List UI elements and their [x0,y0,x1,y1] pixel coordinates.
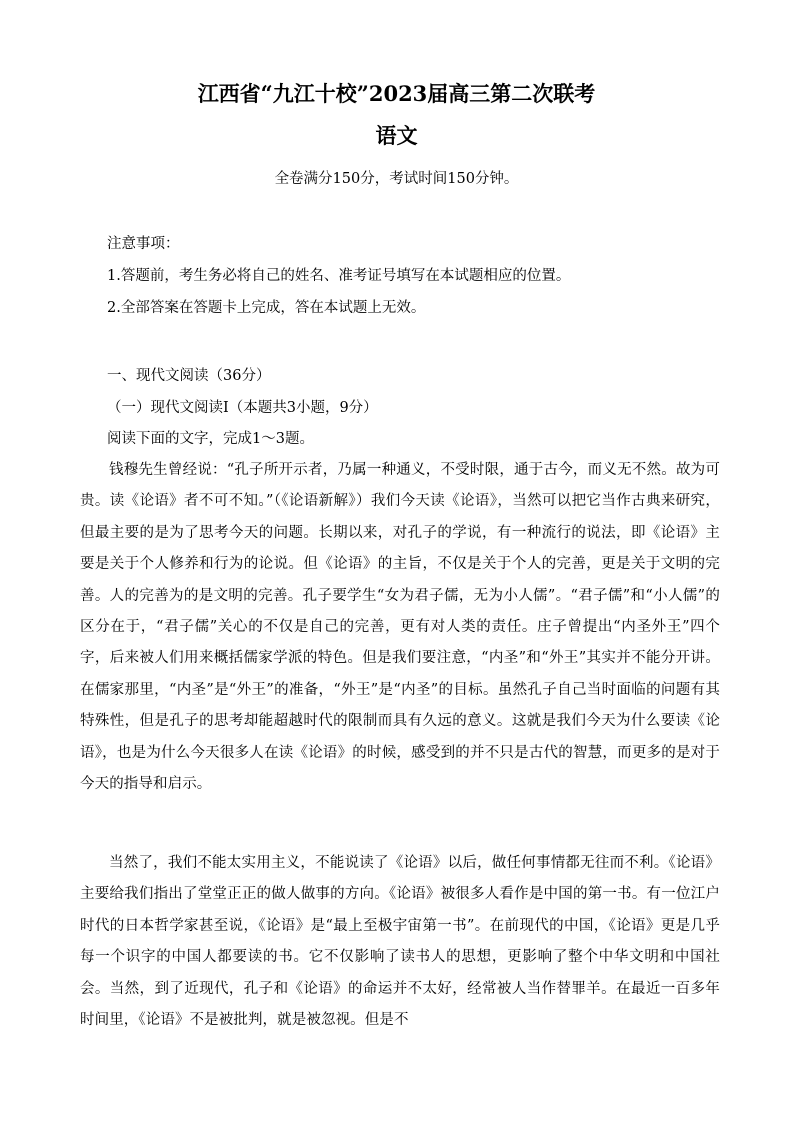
section-instruction: 阅读下面的文字，完成1～3题。 [107,431,314,447]
notice-item-1: 1.答题前，考生务必将自己的姓名、准考证号填写在本试题相应的位置。 [107,268,571,284]
exam-title: 江西省“九江十校”2023届高三第二次联考 [197,81,596,106]
notice-heading: 注意事项： [107,236,180,252]
passage-paragraph-1: 钱穆先生曾经说：“孔子所开示者，乃属一种通义，不受时限，通于古今，而义无不然。故为可贵。读《论语》者不可不知。”（《论语新解》）我们今天读《论语》，当然可以把它当作古典来研究，但最主要的是为了思考今天的问题。长期以来，对孔子的学说，有一种流行的说法，即《论语》主要是关于个人修养和行为的论说。但《论语》的主旨，不仅是关于个人的完善，更是关于文明的完善。人的完善为的是文明的完善。孔子要学生“女为君子儒，无为小人儒”。“君子儒”和“小人儒”的区分在于，“君子儒”关心的不仅是自己的完善，更有对人类的责任。庄子曾提出“内圣外王”四个字，后来被人们用来概括儒家学派的特色。但是我们要注意，“内圣”和“外王”其实并不能分开讲。在儒家那里，“内圣”是“外王”的准备，“外王”是“内圣”的目标。虽然孔子自己当时面临的问题有其特殊性，但是孔子的思考却能超越时代的限制而具有久远的意义。这就是我们今天为什么要读《论语》，也是为什么今天很多人在读《论语》的时候，感受到的并不只是古代的智慧，而更多的是对于今天的指导和启示。 [80,462,720,793]
exam-info: 全卷满分150分，考试时间150分钟。 [274,171,519,187]
passage-paragraph-2: 当然了，我们不能太实用主义，不能说读了《论语》以后，做任何事情都无往而不利。《论语》主要给我们指出了堂堂正正的做人做事的方向。《论语》被很多人看作是中国的第一书。有一位江户时代的日本哲学家甚至说，《论语》是“最上至极宇宙第一书”。在前现代的中国，《论语》更是几乎每一个识字的中国人都要读的书。它不仅影响了读书人的思想，更影响了整个中华文明和中国社会。当然，到了近现代，孔子和《论语》的命运并不太好，经常被人当作替罪羊。在最近一百多年时间里，《论语》不是被批判，就是被忽视。但是不 [80,855,720,1029]
subject-title: 语文 [375,123,418,148]
section-title: 一、现代文阅读（36分） [107,368,271,384]
notice-item-2: 2.全部答案在答题卡上完成，答在本试题上无效。 [107,300,426,316]
section-subtitle: （一）现代文阅读I（本题共3小题，9分） [107,400,378,416]
